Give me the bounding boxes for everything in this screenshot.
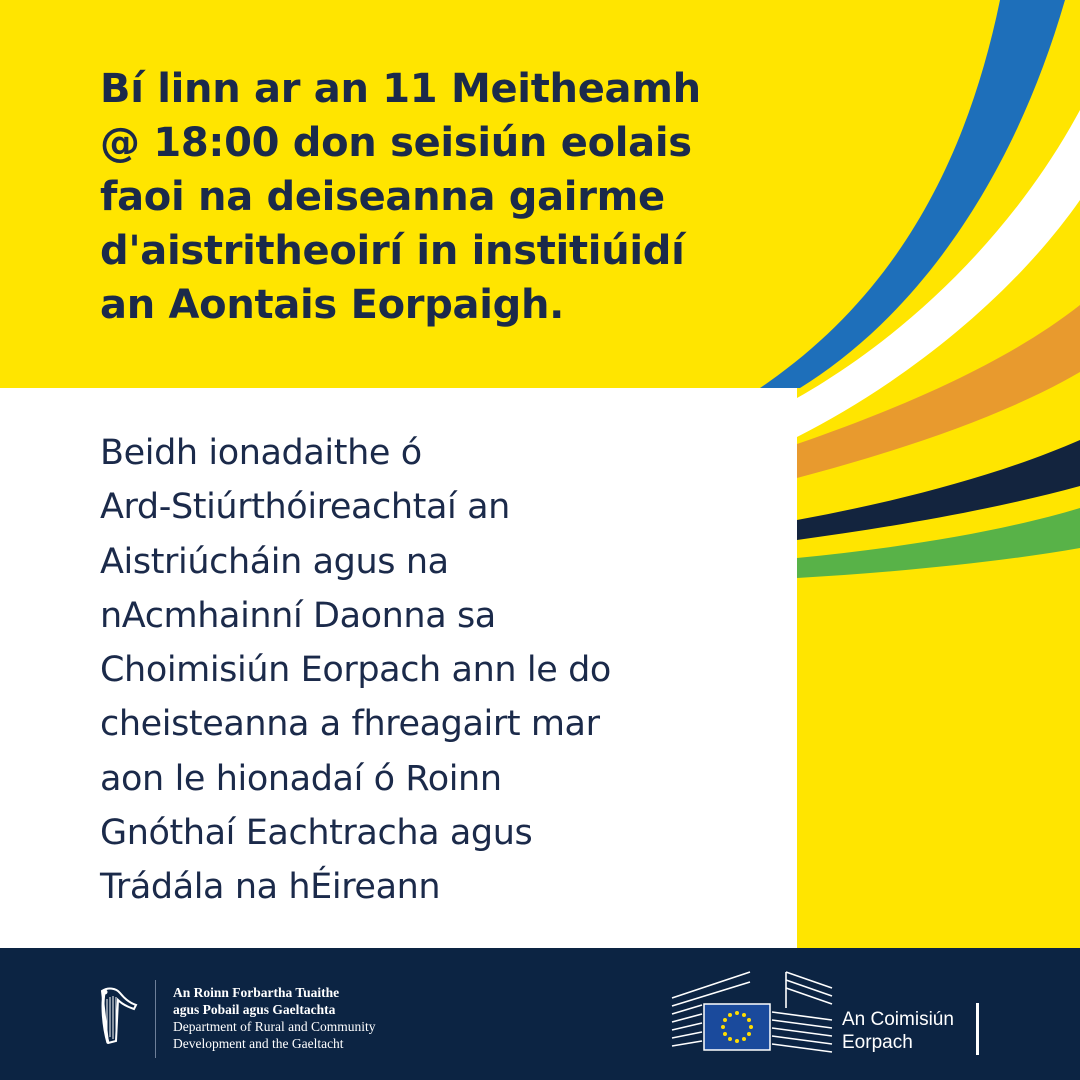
footer-divider [155,980,156,1058]
headline-line: an Aontais Eorpaigh. [100,282,565,328]
european-commission-name [842,1008,954,1054]
headline-line: d'aistritheoirí in institiúidí [100,228,685,274]
body-line: aon le hionadaí ó Roinn [100,758,502,799]
body-line: cheisteanna a fhreagairt mar [100,704,600,745]
commission-line: Eorpach [842,1032,913,1053]
body-line: Ard-Stiúrthóireachtaí an [100,487,510,528]
body-line: nAcmhainní Daonna sa [100,595,496,636]
department-name [173,984,375,1052]
body-line: Choimisiún Eorpach ann le do [100,650,611,691]
headline-line: Bí linn ar an 11 Meitheamh [100,66,701,112]
headline [100,62,760,332]
commission-bar [976,1003,979,1055]
body-line: Trádála na hÉireann [100,867,441,908]
harp-icon [94,985,142,1047]
eu-flag-icon [704,1004,770,1050]
department-irish-line: agus Pobail agus Gaeltachta [173,1002,336,1017]
body-line: Beidh ionadaithe ó [100,433,422,473]
european-commission-logo [668,968,836,1058]
body-text [100,426,780,915]
department-english-line: Department of Rural and Community [173,1019,376,1034]
department-irish-line: An Roinn Forbartha Tuaithe [173,985,340,1000]
commission-line: An Coimisiún [842,1009,954,1030]
body-line: Aistriúcháin agus na [100,541,449,582]
department-english-line: Development and the Gaeltacht [173,1036,344,1051]
body-line: Gnóthaí Eachtracha agus [100,813,533,854]
headline-line: @ 18:00 don seisiún eolais [100,120,692,166]
headline-line: faoi na deiseanna gairme [100,174,665,220]
